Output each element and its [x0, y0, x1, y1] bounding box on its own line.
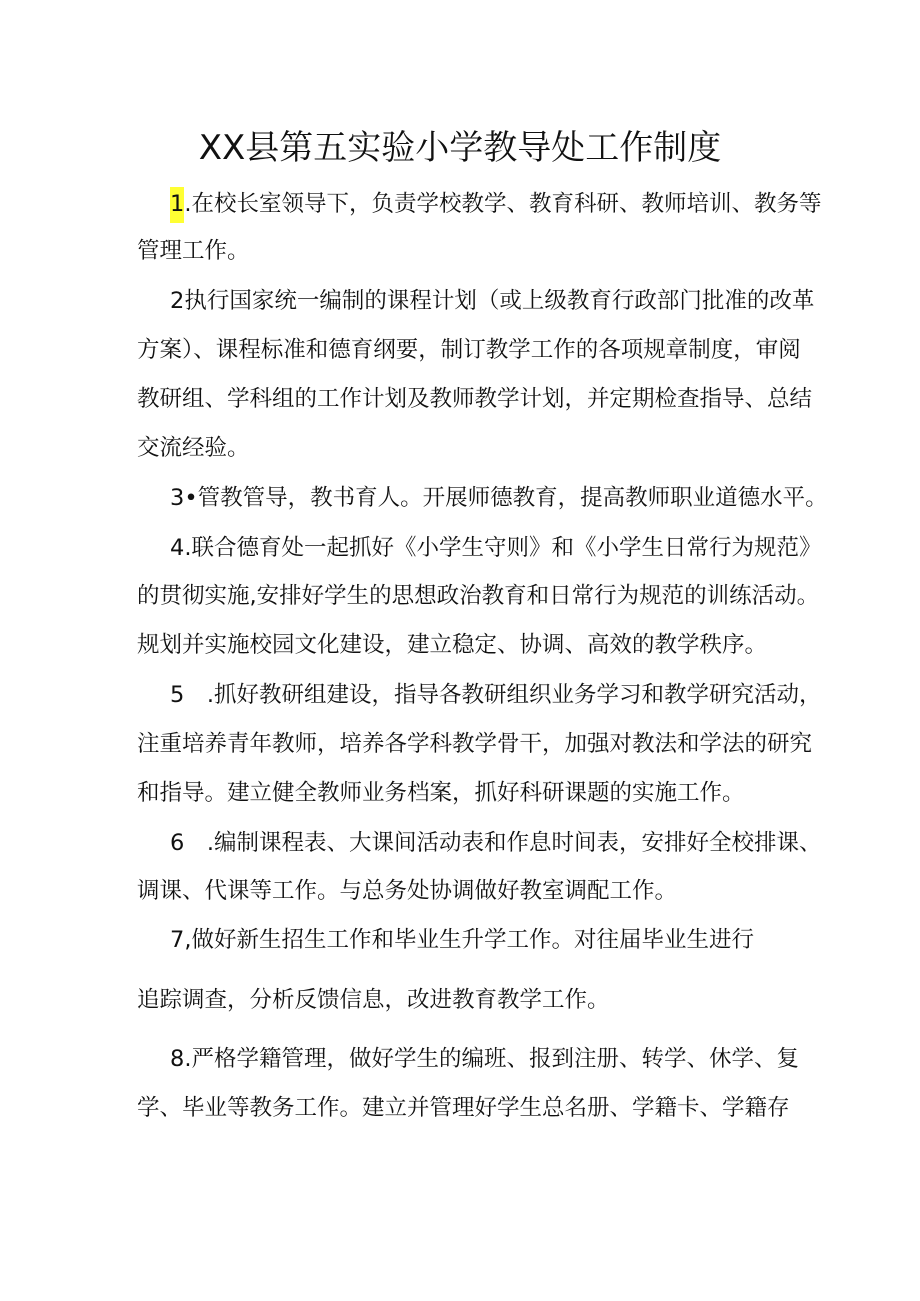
item-1-line-1: [170, 186, 821, 222]
item-2-line-1: 2执行国家统一编制的课程计划（或上级教育行政部门批准的改革: [170, 288, 815, 314]
item-7-line-2: 追踪调查，分析反馈信息，改进教育教学工作。: [137, 987, 610, 1013]
item-4-line-1: 4.联合德育处一起抓好《小学生守则》和《小学生日常行为规范》: [170, 535, 822, 561]
item-7-line-1: 7,做好新生招生工作和毕业生升学工作。对往届毕业生进行: [170, 927, 754, 953]
item-1-line-1-text: .在校长室领导下，负责学校教学、教育科研、教师培训、教务等: [184, 191, 822, 217]
item-4-line-2: 的贯彻实施,安排好学生的思想政治教育和日常行为规范的训练活动。: [137, 583, 820, 609]
item-8-line-2: 学、毕业等教务工作。建立并管理好学生总名册、学籍卡、学籍存: [137, 1095, 790, 1121]
item-5-line-2: 注重培养青年教师，培养各学科教学骨干，加强对教法和学法的研究: [137, 731, 813, 757]
item-2-line-4: 交流经验。: [137, 435, 250, 461]
item-2-line-2: 方案）、课程标准和德育纲要，制订教学工作的各项规章制度，审阅: [137, 337, 801, 363]
item-6-line-1: 6 .编制课程表、大课间活动表和作息时间表，安排好全校排课、: [170, 830, 822, 856]
item-1-line-2: 管理工作。: [137, 238, 250, 264]
item-3-line-1: 3•管教管导，教书育人。开展师德教育，提高教师职业道德水平。: [170, 485, 828, 511]
item-5-line-3: 和指导。建立健全教师业务档案，抓好科研课题的实施工作。: [137, 780, 745, 806]
item-8-line-1: 8.严格学籍管理，做好学生的编班、报到注册、转学、休学、复: [170, 1046, 799, 1072]
item-1-number-highlight: 1: [170, 187, 184, 223]
item-4-line-3: 规划并实施校园文化建设，建立稳定、协调、高效的教学秩序。: [137, 632, 768, 658]
item-5-line-1: 5 .抓好教研组建设，指导各教研组织业务学习和教学研究活动，: [170, 682, 822, 708]
item-6-line-2: 调课、代课等工作。与总务处协调做好教室调配工作。: [137, 878, 678, 904]
document-title: XX县第五实验小学教导处工作制度: [198, 128, 722, 168]
item-2-line-3: 教研组、学科组的工作计划及教师教学计划，并定期检查指导、总结: [137, 386, 813, 412]
